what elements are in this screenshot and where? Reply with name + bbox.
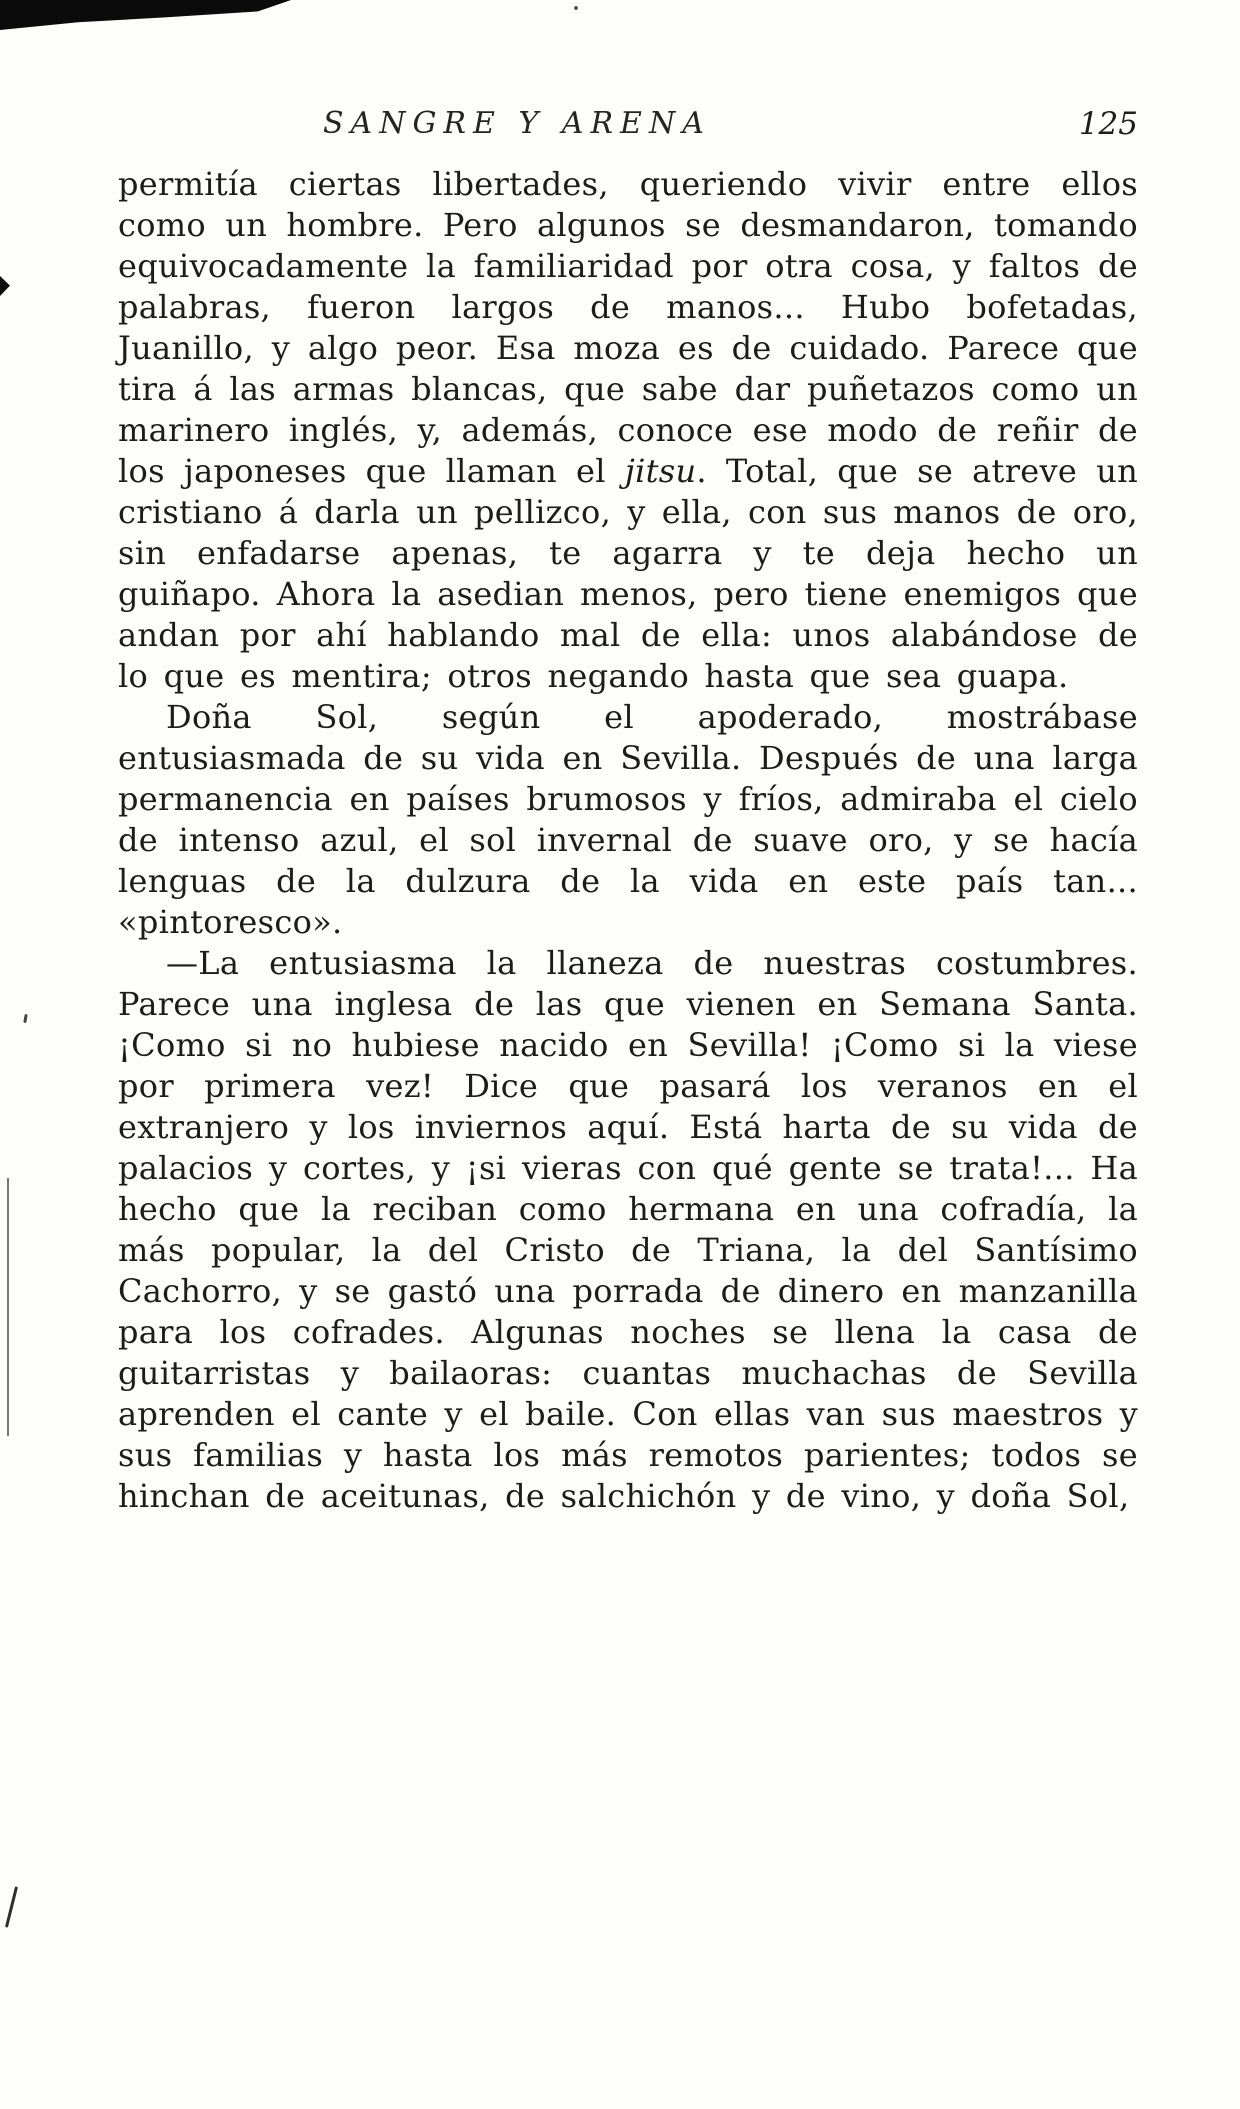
paragraph-1-text: permitía ciertas libertades, queriendo vivir entre ellos como un hombre. Pero algunos se desmandaron, tomando equivocadamente la familiaridad por otra cosa, y faltos de palabras, fueron largos de manos... Hubo bofetadas, Juanillo, y algo peor. Esa moza es de cuidado. Parece que tira á las armas blancas, que sabe dar puñetazos como un marinero inglés, y, además, conoce ese modo de reñir de los japoneses que llaman el (118, 165, 1138, 490)
page-number: 125 (1078, 106, 1138, 142)
scan-artifact-ink-smear (0, 0, 300, 30)
paragraph-2 (118, 697, 1138, 943)
page-header (118, 106, 1138, 150)
scan-artifact-speck-top (574, 6, 578, 10)
running-title: SANGRE Y ARENA (323, 106, 711, 141)
paragraph-3 (118, 943, 1138, 1517)
paragraph-1-text-continued: . Total, que se atreve un cristiano á darla un pellizco, y ella, con sus manos de oro, sin enfadarse apenas, te agarra y te deja hecho un guiñapo. Ahora la asedian menos, pero tiene enemigos que andan por ahí hablando mal de ella: unos alabándose de lo que es mentira; otros negando hasta que sea guapa. (118, 452, 1139, 695)
scan-artifact-vertical-line (7, 1178, 9, 1436)
paragraph-1-italic-term: jitsu (624, 452, 697, 490)
text-block (118, 164, 1138, 1517)
scan-artifact-speck-left (23, 1014, 28, 1023)
scan-artifact-edge-mark (0, 276, 10, 296)
paragraph-1 (118, 164, 1138, 697)
paragraph-3-text: —La entusiasma la llaneza de nuestras costumbres. Parece una inglesa de las que vienen en Semana Santa. ¡Como si no hubiese nacido en Sevilla! ¡Como si la viese por primera vez! Dice que pasará los veranos en el extranjero y los inviernos aquí. Está harta de su vida de palacios y cortes, y ¡si vieras con qué gente se trata!... Ha hecho que la reciban como hermana en una cofradía, la más popular, la del Cristo de Triana, la del Santísimo Cachorro, y se gastó una porrada de dinero en manzanilla para los cofrades. Algunas noches se llena la casa de guitarristas y bailaoras: cuantas muchachas de Sevilla aprenden el cante y el baile. Con ellas van sus maestros y sus familias y hasta los más remotos parientes; todos se hinchan de aceitunas, de salchichón y de vino, y doña Sol, (118, 944, 1138, 1515)
scan-artifact-slash-mark (5, 1886, 18, 1927)
paragraph-2-text: Doña Sol, según el apoderado, mostrábase entusiasmada de su vida en Sevilla. Después de una larga permanencia en países brumosos y fríos, admiraba el cielo de intenso azul, el sol invernal de suave oro, y se hacía lenguas de la dulzura de la vida en este país tan... «pintoresco». (118, 698, 1138, 941)
